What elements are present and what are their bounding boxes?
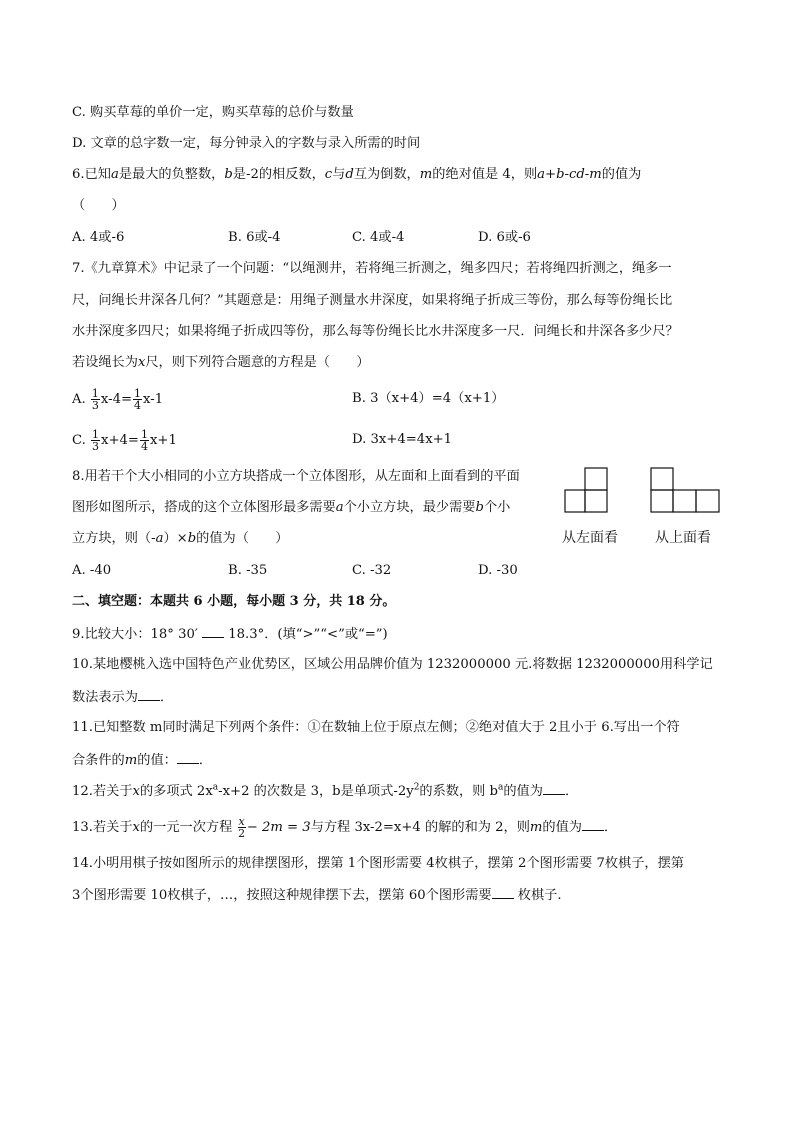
q7-option-b: B. 3（x+4）=4（x+1） [352, 391, 505, 406]
q6-option-c: C. 4或-4 [352, 230, 405, 245]
q5-option-c: C. 购买草莓的单价一定，购买草莓的总价与数量 [72, 105, 354, 120]
fraction-one-fourth: $\frac{1}{4}$ [134, 387, 142, 412]
q8-top-view-caption: 从上面看 [655, 530, 711, 546]
q7-line4: 若设绳长为x尺，则下列符合题意的方程是（ ） [72, 355, 370, 370]
q10-line1: 10.某地樱桃入选中国特色产业优势区，区域公用品牌价值为 1232000000 元.将数据 1232000000用科学记 [72, 657, 713, 672]
q6-option-b: B. 6或-4 [228, 230, 281, 245]
fraction-one-fourth: $\frac{1}{4}$ [140, 428, 148, 453]
q13-stem: 13.若关于x的一元一次方程 $\frac{x}{2}$ − 2m = 3与方程 3x-2=x+4 的解的和为 2，则m的值为 ． [72, 815, 618, 840]
q10-line2: 数法表示为 ． [72, 690, 174, 705]
q11-line1: 11.已知整数 m同时满足下列两个条件：①在数轴上位于原点左侧；②绝对值大于 2且小于 6.写出一个符 [72, 720, 680, 735]
q8-line3: 立方块，则（-a）×b的值为（ ） [72, 531, 289, 546]
q12-stem: 12.若关于x的多项式 $2x^a-x+2$ 的次数是 3，b是单项式$-2y^2$的系数，则 $b^a$的值为 ． [72, 782, 579, 799]
q13-blank[interactable] [582, 818, 604, 831]
q7-line2: 尺，问绳长井深各几何？”其题意是：用绳子测量水井深度，如果将绳子折成三等份，那么每等份绳长比 [72, 293, 673, 308]
q6-option-a: A. 4或-6 [72, 230, 125, 245]
fraction-one-third: $\frac{1}{3}$ [92, 428, 100, 453]
q14-line1: 14.小明用棋子按如图所示的规律摆图形，摆第 1个图形需要 4枚棋子，摆第 2个图形需要 7枚棋子，摆第 [72, 856, 684, 871]
q8-option-b: B. -35 [228, 563, 268, 578]
q11-line2: 合条件的m的值： ． [72, 753, 213, 768]
q5-option-d: D. 文章的总字数一定，每分钟录入的字数与录入所需的时间 [72, 136, 421, 151]
q14-blank[interactable] [492, 886, 514, 899]
q6-stem: 6.已知a是最大的负整数，b是-2的相反数，c与d互为倒数，m的绝对值是 4，则a+b-cd-m的值为 [72, 167, 642, 182]
q7-option-a: A. $\frac{1}{3}$ x-4= $\frac{1}{4}$ x-1 [72, 387, 164, 412]
q8-option-c: C. -32 [352, 563, 392, 578]
q8-left-view-caption: 从左面看 [562, 530, 618, 546]
q9-blank[interactable] [202, 625, 224, 638]
q14-line2: 3个图形需要 10枚棋子，…，按照这种规律摆下去，摆第 60个图形需要 枚棋子. [72, 888, 562, 903]
q8-line2: 图形如图所示，搭成的这个立体图形最多需要a个小立方块，最少需要b个小 [72, 500, 511, 515]
section-heading-fill-in: 二、填空题：本题共 6 小题，每小题 3 分，共 18 分。 [72, 594, 396, 609]
q7-option-d: D. 3x+4=4x+1 [352, 432, 453, 447]
q12-blank[interactable] [543, 782, 565, 795]
q11-blank[interactable] [177, 751, 199, 764]
q9-stem: 9.比较大小：18° 30′ 18.3°．(填“>”“<”或“=”) [72, 627, 388, 642]
q8-option-a: A. -40 [72, 563, 112, 578]
q6-option-d: D. 6或-6 [478, 230, 531, 245]
q7-line3: 水井深度多四尺；如果将绳子折成四等份，那么每等份绳长比水井深度多一尺．问绳长和井深各多少尺？ [72, 324, 679, 339]
fraction-x-over-2: $\frac{x}{2}$ [238, 815, 246, 840]
q6-paren: （ ） [72, 198, 125, 213]
q8-option-d: D. -30 [478, 563, 518, 578]
q10-blank[interactable] [138, 688, 160, 701]
q7-line1: 7.《九章算术》中记录了一个问题：“以绳测井，若将绳三折测之，绳多四尺；若将绳四折测之，绳多一 [72, 261, 672, 276]
q7-option-c: C. $\frac{1}{3}$ x+4= $\frac{1}{4}$ x+1 [72, 428, 177, 453]
q8-line1: 8.用若干个大小相同的小立方块搭成一个立体图形，从左面和上面看到的平面 [72, 469, 520, 484]
fraction-one-third: $\frac{1}{3}$ [91, 387, 99, 412]
q8-top-view-figure [650, 466, 724, 518]
q8-left-view-figure [564, 466, 624, 518]
